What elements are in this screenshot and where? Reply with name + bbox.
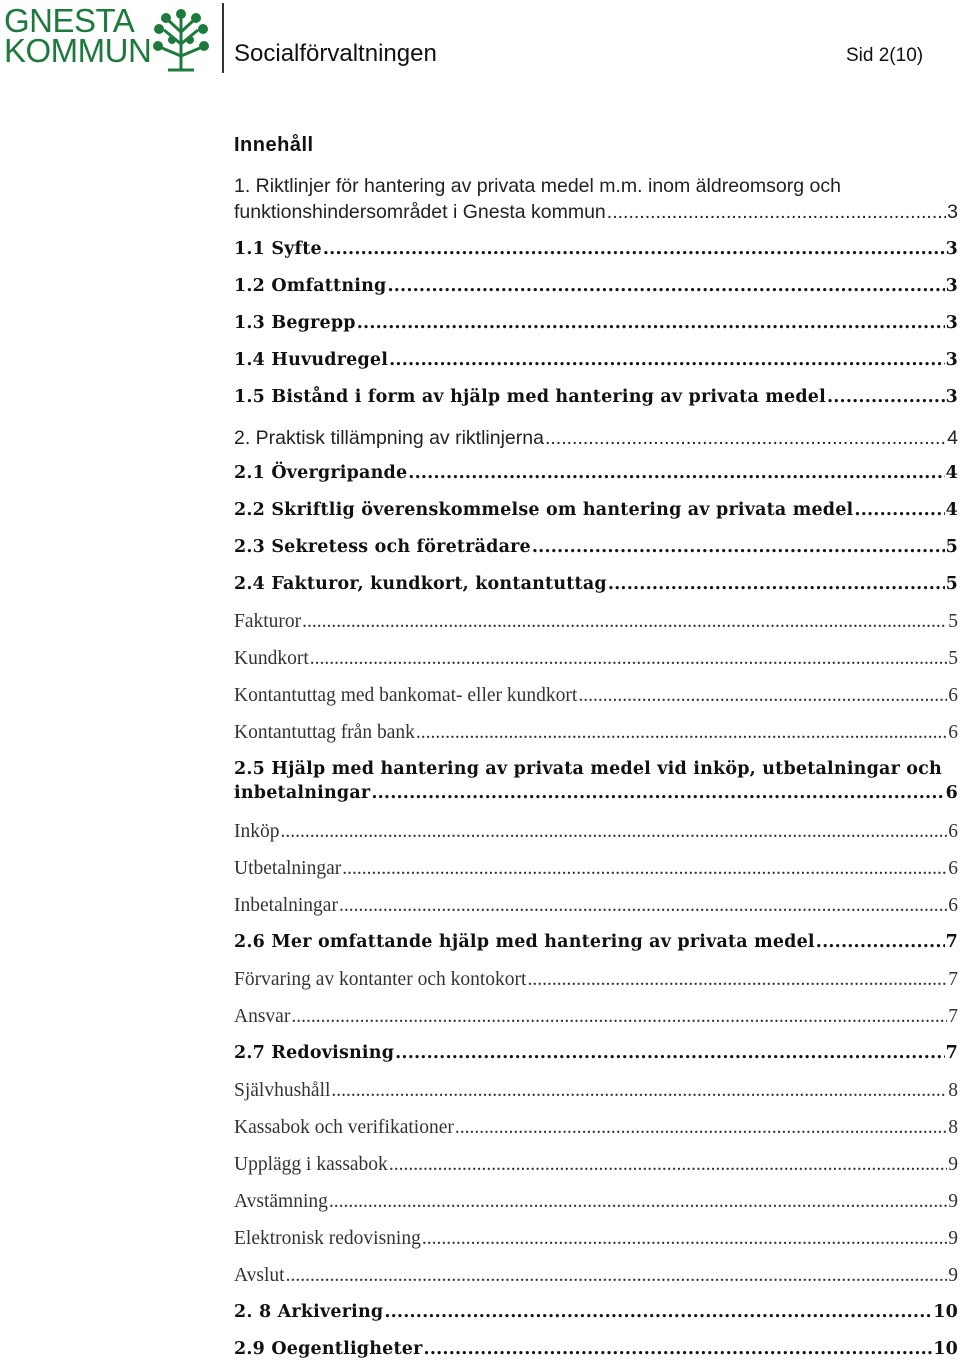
toc-leader-dots <box>281 821 948 843</box>
toc-title: Innehåll <box>234 134 314 156</box>
toc-entry-label: Avslut <box>234 1265 285 1286</box>
tree-emblem-icon <box>150 4 212 74</box>
toc-entry-elektronisk[interactable] <box>234 1228 958 1250</box>
toc-page-number: 7 <box>945 1043 958 1063</box>
toc-page-number: 6 <box>948 685 958 706</box>
toc-entry-label: 2.3 Sekretess och företrädare <box>234 537 531 557</box>
toc-entry-1-line-1: 1. Riktlinjer för hantering av privata medel m.m. inom äldreomsorg och <box>234 175 841 197</box>
logo-line-2: KOMMUN <box>4 32 152 69</box>
toc-entry-ansvar[interactable] <box>234 1006 958 1028</box>
toc-page-number: 6 <box>948 821 958 842</box>
toc-entry-avstamning[interactable] <box>234 1191 958 1213</box>
toc-page-number: 6 <box>948 858 958 879</box>
toc-entry-label: Avstämning <box>234 1191 328 1212</box>
header-divider <box>222 3 224 73</box>
page-indicator: Sid 2(10) <box>846 45 924 66</box>
toc-leader-dots <box>416 722 947 744</box>
toc-entry-kassabok[interactable] <box>234 1117 958 1139</box>
toc-leader-dots <box>329 1191 947 1213</box>
toc-entry-label: 2.6 Mer omfattande hjälp med hantering av privata medel <box>234 932 815 952</box>
toc-entry-label: 2.9 Oegentligheter <box>234 1339 423 1359</box>
toc-page-number: 5 <box>948 648 958 669</box>
toc-entry-label: 1.3 Begrepp <box>234 313 356 333</box>
toc-leader-dots <box>455 1117 947 1139</box>
toc-page-number: 6 <box>948 895 958 916</box>
toc-entry-label: Fakturor <box>234 611 302 632</box>
toc-entry-label: Inbetalningar <box>234 895 338 916</box>
toc-leader-dots <box>816 932 945 952</box>
toc-page-number: 3 <box>947 201 958 223</box>
toc-page-number: 9 <box>948 1154 958 1175</box>
toc-leader-dots <box>854 500 944 520</box>
toc-page-number: 6 <box>945 783 958 803</box>
toc-leader-dots <box>323 239 945 259</box>
toc-entry-label: 2.4 Fakturor, kundkort, kontantuttag <box>234 574 607 594</box>
toc-leader-dots <box>532 537 945 557</box>
toc-entry-inkop[interactable] <box>234 821 958 843</box>
toc-entry-1-line-2 <box>234 201 958 224</box>
toc-entry-2-5-line-2 <box>234 783 958 803</box>
toc-leader-dots <box>371 783 944 803</box>
toc-entry-label: 1.2 Omfattning <box>234 276 387 296</box>
toc-entry-label: Kontantuttag med bankomat- eller kundkort <box>234 685 578 706</box>
toc-entry-1-5[interactable] <box>234 387 958 407</box>
toc-leader-dots <box>286 1265 948 1287</box>
toc-entry-label: Utbetalningar <box>234 858 342 879</box>
toc-leader-dots <box>384 1302 932 1322</box>
toc-entry-label: 1.4 Huvudregel <box>234 350 389 370</box>
toc-leader-dots <box>408 463 944 483</box>
toc-entry-1-2[interactable] <box>234 276 958 296</box>
toc-entry-1-4[interactable] <box>234 350 958 370</box>
toc-entry-2-8[interactable] <box>234 1302 958 1322</box>
toc-page-number: 8 <box>948 1080 958 1101</box>
toc-page-number: 6 <box>948 722 958 743</box>
department-name: Socialförvaltningen <box>234 40 437 67</box>
toc-page-number: 5 <box>945 537 958 557</box>
toc-leader-dots <box>545 427 946 450</box>
toc-entry-avslut[interactable] <box>234 1265 958 1287</box>
toc-entry-1-1[interactable] <box>234 239 958 259</box>
toc-page-number: 3 <box>945 239 958 259</box>
toc-entry-2-3[interactable] <box>234 537 958 557</box>
toc-leader-dots <box>389 350 945 370</box>
toc-leader-dots <box>608 574 945 594</box>
toc-entry-label: 2.7 Redovisning <box>234 1043 395 1063</box>
toc-leader-dots <box>331 1080 947 1102</box>
toc-leader-dots <box>357 313 945 333</box>
toc-page-number: 10 <box>933 1339 958 1359</box>
toc-entry-label: 2.1 Övergripande <box>234 463 408 483</box>
toc-entry-2-2[interactable] <box>234 500 958 520</box>
toc-page-number: 3 <box>945 350 958 370</box>
toc-entry-2-4[interactable] <box>234 574 958 594</box>
toc-entry-2-6[interactable] <box>234 932 958 952</box>
toc-entry-2-5[interactable] <box>234 759 958 803</box>
toc-entry-label: Inköp <box>234 821 280 842</box>
toc-entry-1[interactable] <box>234 175 958 224</box>
toc-leader-dots <box>827 387 945 407</box>
toc-entry-upplagg[interactable] <box>234 1154 958 1176</box>
toc-page-number: 3 <box>945 313 958 333</box>
toc-page-number: 7 <box>948 969 958 990</box>
toc-leader-dots <box>527 969 947 991</box>
toc-entry-2[interactable] <box>234 427 958 450</box>
toc-entry-label: Självhushåll <box>234 1080 331 1101</box>
toc-page-number: 7 <box>948 1006 958 1027</box>
toc-entry-forvaring[interactable] <box>234 969 958 991</box>
toc-page-number: 3 <box>945 276 958 296</box>
toc-entry-utbetalningar[interactable] <box>234 858 958 880</box>
toc-page-number: 7 <box>945 932 958 952</box>
toc-entry-kontantuttag-bank[interactable] <box>234 722 958 744</box>
toc-leader-dots <box>291 1006 947 1028</box>
toc-entry-label: Upplägg i kassabok <box>234 1154 388 1175</box>
toc-leader-dots <box>395 1043 944 1063</box>
toc-leader-dots <box>578 685 947 707</box>
toc-leader-dots <box>422 1228 947 1250</box>
toc-page-number: 4 <box>947 427 958 449</box>
toc-leader-dots <box>302 611 947 633</box>
toc-leader-dots <box>339 895 947 917</box>
toc-entry-kontantuttag-bankomat[interactable] <box>234 685 958 707</box>
toc-entry-label: Kontantuttag från bank <box>234 722 415 743</box>
toc-entry-inbetalningar[interactable] <box>234 895 958 917</box>
toc-entry-2-5-line-1: 2.5 Hjälp med hantering av privata medel vid inköp, utbetalningar och <box>234 759 942 779</box>
toc-leader-dots <box>607 201 946 224</box>
toc-entry-label: inbetalningar <box>234 783 371 803</box>
toc-entry-label: Kassabok och verifikationer <box>234 1117 454 1138</box>
toc-entry-fakturor[interactable] <box>234 611 958 633</box>
toc-entry-2-1[interactable] <box>234 463 958 483</box>
toc-entry-label: 1.1 Syfte <box>234 239 322 259</box>
page-header <box>0 0 960 90</box>
toc-page-number: 10 <box>933 1302 958 1322</box>
toc-entry-label: Kundkort <box>234 648 309 669</box>
toc-entry-label: 2. 8 Arkivering <box>234 1302 384 1322</box>
toc-page-number: 4 <box>945 463 958 483</box>
toc-page-number: 9 <box>948 1265 958 1286</box>
logo-line-1: GNESTA <box>4 2 135 39</box>
toc-page-number: 9 <box>948 1191 958 1212</box>
toc-page-number: 4 <box>945 500 958 520</box>
toc-leader-dots <box>310 648 948 670</box>
toc-entry-2-7[interactable] <box>234 1043 958 1063</box>
toc-entry-2-9[interactable] <box>234 1339 958 1359</box>
toc-entry-sjalvhushall[interactable] <box>234 1080 958 1102</box>
toc-entry-label: 2. Praktisk tillämpning av riktlinjerna <box>234 427 544 449</box>
toc-entry-label: Förvaring av kontanter och kontokort <box>234 969 527 990</box>
toc-entry-label: funktionshindersområdet i Gnesta kommun <box>234 201 606 223</box>
toc-leader-dots <box>424 1339 933 1359</box>
toc-page-number: 5 <box>948 611 958 632</box>
toc-entry-kundkort[interactable] <box>234 648 958 670</box>
toc-entry-label: Elektronisk redovisning <box>234 1228 421 1249</box>
toc-page-number: 8 <box>948 1117 958 1138</box>
toc-entry-1-3[interactable] <box>234 313 958 333</box>
toc-entry-label: 2.2 Skriftlig överenskommelse om hantering av privata medel <box>234 500 854 520</box>
toc-entry-label: 1.5 Bistånd i form av hjälp med hantering av privata medel <box>234 387 826 407</box>
toc-leader-dots <box>387 276 944 296</box>
toc-entry-label: Ansvar <box>234 1006 291 1027</box>
municipality-logo <box>4 2 152 69</box>
toc-page-number: 9 <box>948 1228 958 1249</box>
toc-leader-dots <box>389 1154 947 1176</box>
toc-leader-dots <box>342 858 947 880</box>
toc-page-number: 3 <box>945 387 958 407</box>
toc-page-number: 5 <box>945 574 958 594</box>
